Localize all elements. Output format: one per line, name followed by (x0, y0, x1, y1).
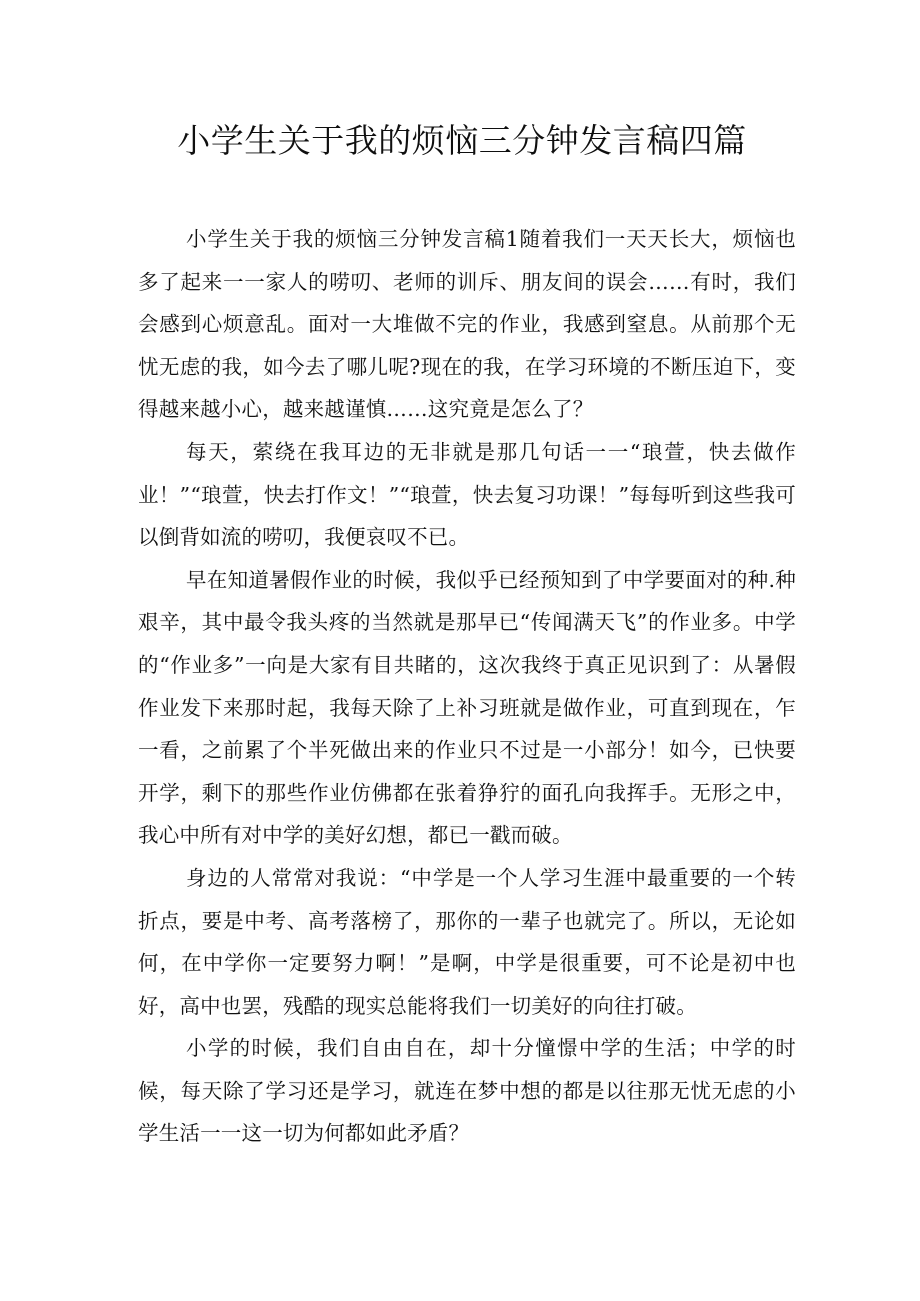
document-body (138, 218, 796, 1155)
paragraph-3: 早在知道暑假作业的时候，我似乎已经预知到了中学要面对的种.种艰辛，其中最令我头疼的当然就是那早已“传闻满天飞”的作业多。中学的“作业多”一向是大家有目共睹的，这次我终于真正见识到了：从暑假作业发下来那时起，我每天除了上补习班就是做作业，可直到现在，乍一看，之前累了个半死做出来的作业只不过是一小部分！如今，已快要开学，剩下的那些作业仿佛都在张着狰狞的面孔向我挥手。无形之中，我心中所有对中学的美好幻想，都已一戳而破。 (138, 567, 796, 848)
document-title: 小学生关于我的烦恼三分钟发言稿四篇 (177, 121, 747, 160)
paragraph-5: 小学的时候，我们自由自在，却十分憧憬中学的生活；中学的时候，每天除了学习还是学习，就连在梦中想的都是以往那无忧无虑的小学生活一一这一切为何都如此矛盾？ (138, 1036, 796, 1146)
paragraph-2: 每天，萦绕在我耳边的无非就是那几句话一一“琅萱，快去做作业！”“琅萱，快去打作文！”“琅萱，快去复习功课！”每每听到这些我可以倒背如流的唠叨，我便哀叹不已。 (138, 439, 796, 550)
paragraph-4: 身边的人常常对我说：“中学是一个人学习生涯中最重要的一个转折点，要是中考、高考落榜了，那你的一辈子也就完了。所以，无论如何，在中学你一定要努力啊！”是啊，中学是很重要，可不论是初中也好，高中也罢，残酷的现实总能将我们一切美好的向往打破。 (138, 865, 796, 1018)
paragraph-1: 小学生关于我的烦恼三分钟发言稿1随着我们一天天长大，烦恼也多了起来一一家人的唠叨、老师的训斥、朋友间的误会……有时，我们会感到心烦意乱。面对一大堆做不完的作业，我感到窒息。从前那个无忧无虑的我，如今去了哪儿呢?现在的我，在学习环境的不断压迫下，变得越来越小心，越来越谨慎……这究竟是怎么了？ (138, 227, 796, 422)
